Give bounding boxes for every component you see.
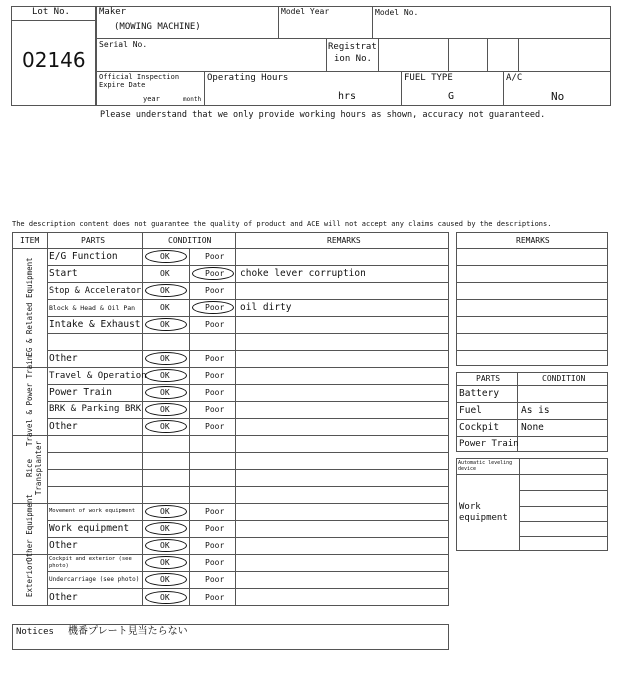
condition-ok: OK	[160, 303, 170, 312]
condition-poor: Poor	[205, 252, 225, 261]
condition-ok: OK	[160, 286, 170, 295]
group-label-exterior: Exterior	[25, 560, 34, 598]
work-equipment-label-2: equipment	[459, 513, 508, 523]
condition-poor: Poor	[205, 269, 225, 278]
part-name: Undercarriage (see photo)	[49, 576, 140, 583]
col-parts-header: PARTS	[81, 236, 106, 245]
remark-text: choke lever corruption	[240, 268, 366, 279]
condition-poor: Poor	[205, 388, 225, 397]
side-condition-header: CONDITION	[542, 374, 586, 383]
condition-poor: Poor	[205, 507, 225, 516]
lot-number: 02146	[22, 48, 86, 72]
hours-unit: hrs	[338, 91, 357, 102]
condition-ok: OK	[160, 593, 170, 602]
part-name: Block & Head & Oil Pan	[49, 304, 136, 312]
part-name: Intake & Exhaust	[49, 319, 141, 330]
condition-ok: OK	[160, 524, 170, 533]
hours-notice: Please understand that we only provide working hours as shown, accuracy not guaranteed.	[100, 110, 546, 120]
condition-poor: Poor	[205, 405, 225, 414]
ac-value: No	[551, 90, 565, 103]
part-name: Work equipment	[49, 523, 130, 534]
ac-label: A/C	[506, 73, 523, 83]
condition-poor: Poor	[205, 524, 225, 533]
condition-ok: OK	[160, 371, 170, 380]
fuel-type-label: FUEL TYPE	[404, 73, 453, 83]
part-name: Stop & Accelerator	[49, 286, 142, 296]
inspection-label-1: Official Inspection	[99, 73, 180, 81]
group-label-travel: Travel & Power Train	[25, 355, 34, 447]
col-remarks-header: REMARKS	[327, 236, 361, 245]
condition-ok: OK	[160, 388, 170, 397]
part-name: Other	[49, 353, 78, 364]
condition-ok: OK	[160, 558, 170, 567]
year-label: year	[143, 95, 160, 103]
part-name: Cockpit and exterior (see photo)	[49, 556, 132, 569]
condition-ok: OK	[160, 354, 170, 363]
group-label-rice: Rice Transplanter	[25, 440, 43, 496]
condition-poor: Poor	[205, 422, 225, 431]
fuel-label: Fuel	[459, 405, 482, 416]
part-name: Travel & Operation	[49, 371, 147, 381]
condition-poor: Poor	[205, 541, 225, 550]
notices-label: Notices	[16, 627, 54, 637]
condition-ok: OK	[160, 252, 170, 261]
auto-level-label-2: device	[458, 466, 477, 472]
cockpit-condition: None	[521, 422, 544, 433]
cockpit-label: Cockpit	[459, 422, 500, 433]
condition-poor: Poor	[205, 320, 225, 329]
condition-poor: Poor	[205, 286, 225, 295]
condition-ok: OK	[160, 422, 170, 431]
condition-poor: Poor	[205, 575, 225, 584]
side-parts-header: PARTS	[476, 374, 501, 383]
power-train-label: Power Train	[459, 439, 519, 449]
fuel-type-value: G	[448, 91, 455, 102]
part-name: BRK & Parking BRK	[49, 404, 142, 414]
condition-poor: Poor	[205, 371, 225, 380]
col-condition-header: CONDITION	[168, 236, 212, 245]
part-name: E/G Function	[49, 251, 118, 262]
disclaimer-text: The description content does not guarantee the quality of product and ACE will not accept any claims caused by the descriptions.	[12, 220, 552, 228]
inspection-label-2: Expire Date	[99, 81, 146, 89]
auto-level-label-1: Automatic leveling	[458, 460, 513, 466]
condition-ok: OK	[160, 405, 170, 414]
registration-label-2: ion No.	[334, 54, 372, 64]
model-no-label: Model No.	[375, 8, 419, 17]
condition-poor: Poor	[205, 558, 225, 567]
group-label-other-equipment: Other Equipment	[25, 494, 34, 562]
condition-ok: OK	[160, 269, 170, 278]
maker-value: (MOWING MACHINE)	[114, 22, 201, 32]
condition-poor: Poor	[205, 303, 225, 312]
model-year-label: Model Year	[281, 7, 330, 16]
condition-ok: OK	[160, 541, 170, 550]
month-label: month	[183, 96, 202, 103]
side-remarks-header: REMARKS	[516, 236, 550, 245]
part-name: Movement of work equipment	[49, 508, 136, 514]
condition-ok: OK	[160, 320, 170, 329]
serial-label: Serial No.	[99, 40, 148, 49]
remark-text: oil dirty	[240, 302, 292, 313]
condition-ok: OK	[160, 575, 170, 584]
part-name: Start	[49, 268, 78, 279]
condition-poor: Poor	[205, 593, 225, 602]
lot-label: Lot No.	[32, 7, 70, 17]
part-name: Other	[49, 540, 78, 551]
registration-label-1: Registrat	[328, 42, 377, 52]
condition-poor: Poor	[205, 354, 225, 363]
maker-label: Maker	[99, 7, 127, 17]
group-label-eg: EG & Related Equipment	[25, 257, 34, 357]
operating-hours-label: Operating Hours	[207, 73, 289, 83]
col-item-header: ITEM	[20, 236, 40, 245]
work-equipment-label-1: Work	[459, 502, 481, 512]
part-name: Other	[49, 421, 78, 432]
part-name: Power Train	[49, 387, 112, 398]
part-name: Other	[49, 592, 78, 603]
fuel-condition: As is	[521, 405, 550, 416]
condition-ok: OK	[160, 507, 170, 516]
notices-text: 機番プレート見当たらない	[68, 626, 188, 637]
battery-label: Battery	[459, 388, 500, 399]
